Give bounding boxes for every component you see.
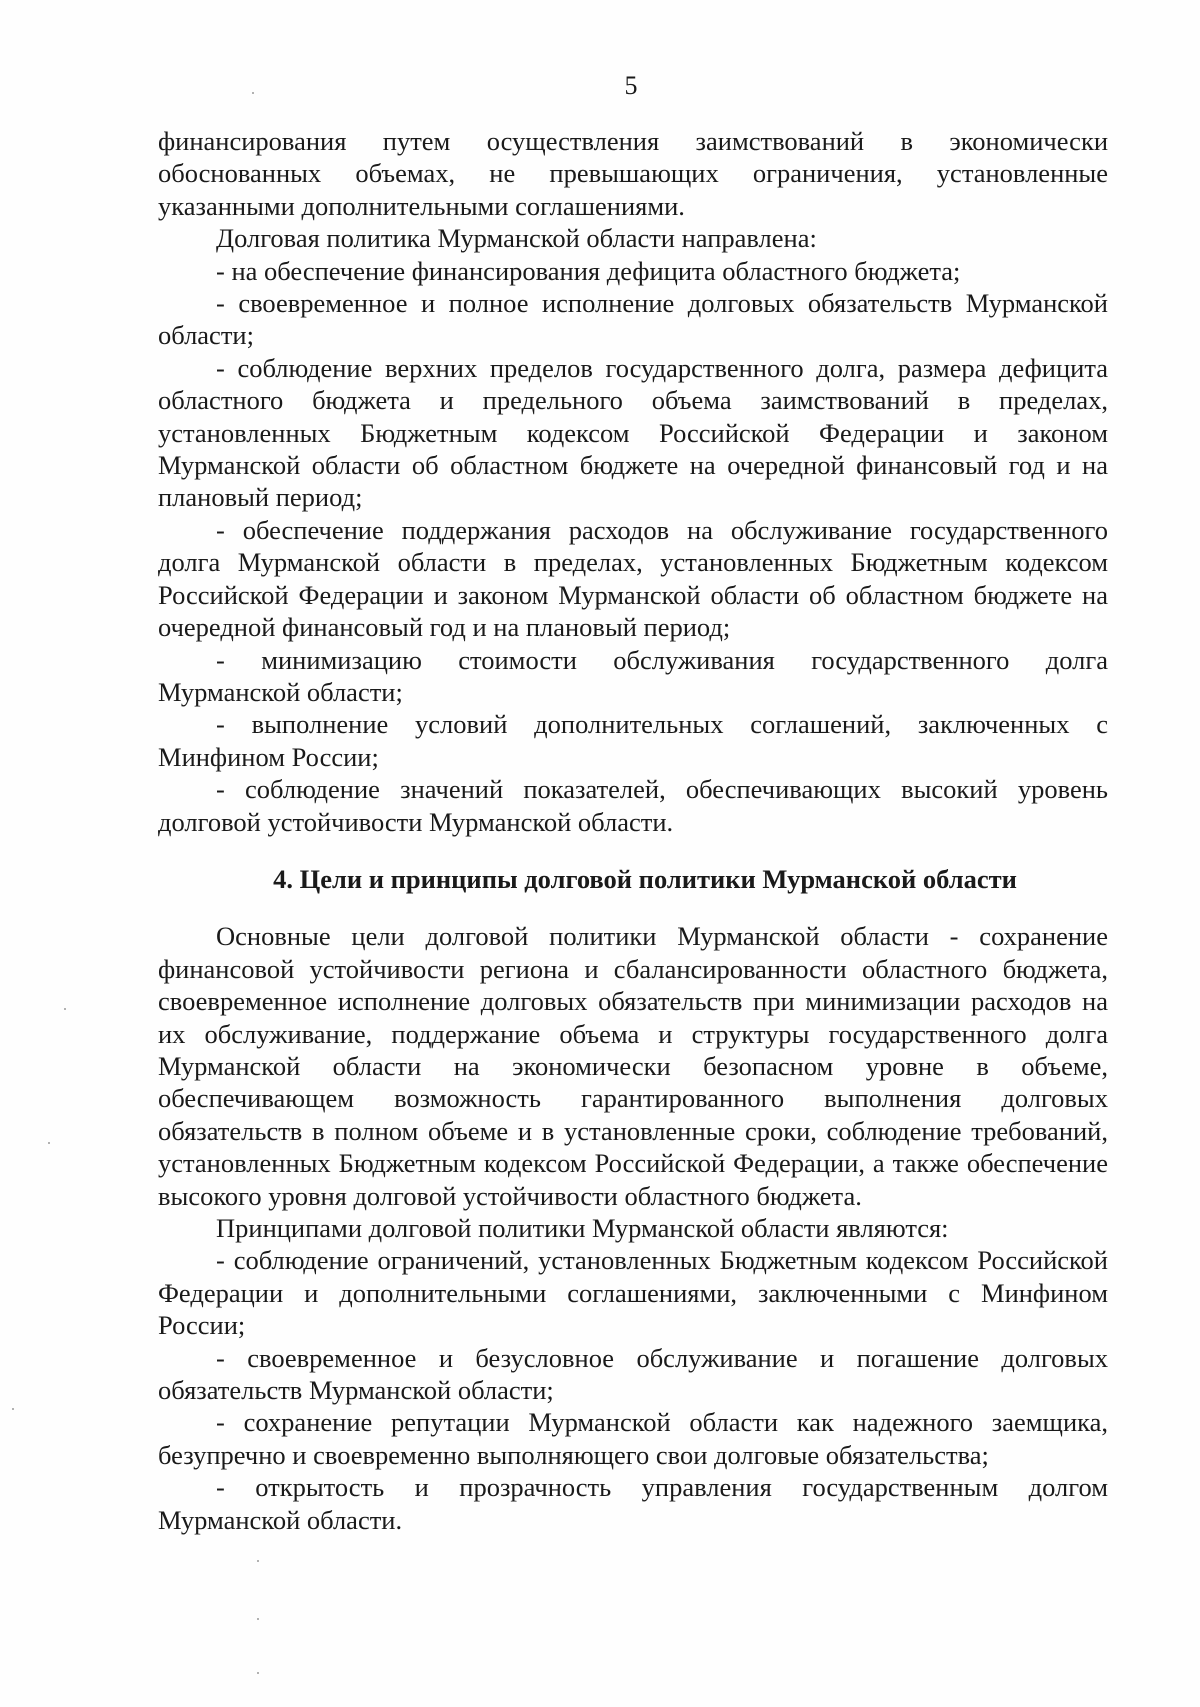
list-item: - открытость и прозрачность управления государственным долгом Мурманской области. [158,1472,1108,1535]
scan-speck [257,1560,259,1562]
paragraph: Основные цели долговой политики Мурманской области - сохранение финансовой устойчивости региона и сбалансированности областного бюджета, своевременное исполнение долговых обязательств при минимизации расходов на их обслуживание, поддержание объема и структуры государственного долга Мурманской области на экономически безопасном уровне в объеме, обеспечивающем возможность гарантированного выполнения долговых обязательств в полном объеме и в установленные сроки, соблюдение требований, установленных Бюджетным кодексом Российской Федерации, а также обеспечение высокого уровня долговой устойчивости областного бюджета. [158,921,1108,1211]
list-item: - соблюдение верхних пределов государственного долга, размера дефицита областного бюджета и предельного объема заимствований в пределах, установленных Бюджетным кодексом Российской Федерации и законом Мурманской области об областном бюджете на очередной финансовый год и на плановый период; [158,352,1108,513]
paragraph: Принципами долговой политики Мурманской области являются: [216,1213,949,1243]
paragraph: финансирования путем осуществления заимствований в экономически обоснованных объемах, не превышающих ограничения, установленные указанными дополнительными соглашениями. [158,126,1108,221]
list-item: - своевременное и полное исполнение долговых обязательств Мурманской области; [158,288,1108,351]
section-heading: 4. Цели и принципы долговой политики Мурманской области [273,863,1017,894]
list-item: - выполнение условий дополнительных соглашений, заключенных с Минфином России; [158,709,1108,772]
list-item: - соблюдение ограничений, установленных Бюджетным кодексом Российской Федерации и дополнительными соглашениями, заключенными с Минфином России; [158,1245,1108,1341]
scan-speck [257,1618,259,1620]
document-body [158,125,1108,1536]
scan-speck [252,92,254,94]
scan-speck [48,1142,50,1144]
list-item: - обеспечение поддержания расходов на обслуживание государственного долга Мурманской области в пределах, установленных Бюджетным кодексом Российской Федерации и законом Мурманской области об областном бюджете на очередной финансовый год и на плановый период; [158,514,1108,643]
page-number: 5 [624,71,638,100]
paragraph: Долговая политика Мурманской области направлена: [216,223,817,254]
list-item: - соблюдение значений показателей, обеспечивающих высокий уровень долговой устойчивости Мурманской области. [158,774,1108,837]
list-item: - на обеспечение финансирования дефицита областного бюджета; [216,255,961,286]
list-item: - сохранение репутации Мурманской области как надежного заемщика, безупречно и своевременно выполняющего свои долговые обязательства; [158,1407,1108,1470]
list-item: - минимизацию стоимости обслуживания государственного долга Мурманской области; [158,644,1108,707]
scan-speck [257,1672,259,1674]
list-item: - своевременное и безусловное обслуживание и погашение долговых обязательств Мурманской области; [158,1342,1108,1406]
scan-speck [64,1008,66,1010]
scan-speck [12,1408,14,1410]
